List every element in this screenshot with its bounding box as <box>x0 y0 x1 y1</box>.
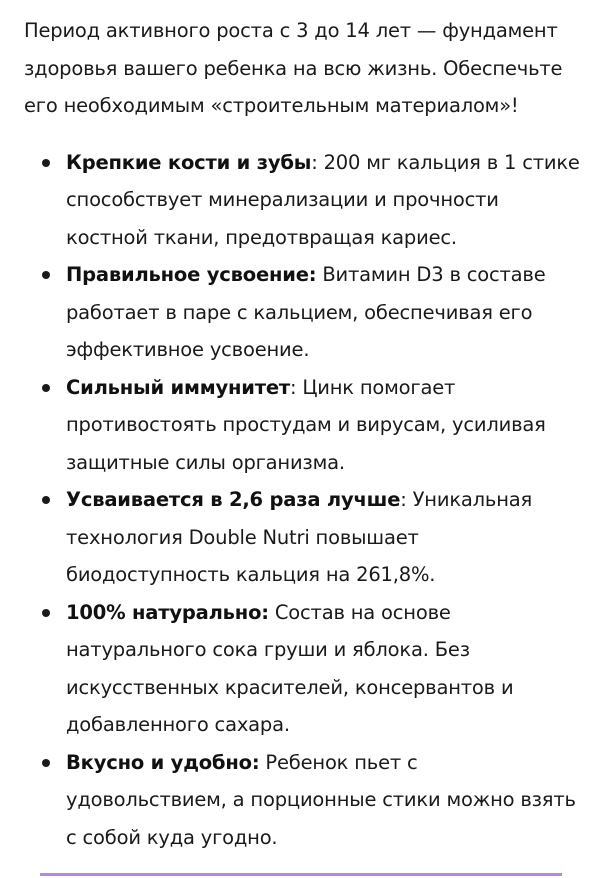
intro-paragraph: Период активного роста с 3 до 14 лет — фундамент здоровья вашего ребенка на всю жизнь. Обеспечьте его необходимым «строительным материалом»! <box>24 19 563 117</box>
benefit-text: Уникальная технология Double Nutri повышает биодоступность кальция на 261,8%. <box>66 488 533 586</box>
benefit-title: Сильный иммунитет <box>66 375 290 399</box>
benefit-item-bioavailability <box>24 481 584 594</box>
benefit-title: Правильное усвоение: <box>66 263 317 286</box>
benefits-list <box>24 144 584 857</box>
bullet-icon <box>42 759 50 767</box>
benefit-separator: : <box>400 488 413 511</box>
bullet-icon <box>42 384 50 392</box>
benefit-title: Крепкие кости и зубы <box>66 150 312 174</box>
product-description <box>24 12 584 856</box>
benefit-text: Состав на основе натурального сока груши и яблока. Без искусственных красителей, консервантов и добавленного сахара. <box>66 600 514 736</box>
benefit-separator: : <box>289 375 303 399</box>
benefit-item-absorption <box>24 256 584 369</box>
benefit-item-natural <box>24 594 584 744</box>
benefit-text: Цинк помогает противостоять простудам и вирусам, усиливая защитные силы организма. <box>66 375 546 474</box>
benefit-text: 200 мг кальция в 1 стике способствует минерализации и прочности костной ткани, предотвращая кариес. <box>66 150 580 249</box>
bullet-icon <box>42 496 50 504</box>
benefit-item-tasty <box>24 744 584 857</box>
benefit-title: Вкусно и удобно: <box>66 750 260 774</box>
benefit-title: Усваивается в 2,6 раза лучше <box>66 488 401 511</box>
benefit-item-immunity <box>24 369 584 482</box>
benefit-item-bones <box>24 144 584 257</box>
benefit-text: Ребенок пьет с удовольствием, а порционные стики можно взять с собой куда угодно. <box>66 750 576 849</box>
benefit-text: Витамин D3 в составе работает в паре с кальцием, обеспечивая его эффективное усвоение. <box>66 263 546 361</box>
bullet-icon <box>42 159 50 167</box>
bullet-icon <box>42 609 50 617</box>
benefit-title: 100% натурально: <box>66 600 269 624</box>
bullet-icon <box>42 271 50 279</box>
benefit-separator: : <box>311 150 324 174</box>
